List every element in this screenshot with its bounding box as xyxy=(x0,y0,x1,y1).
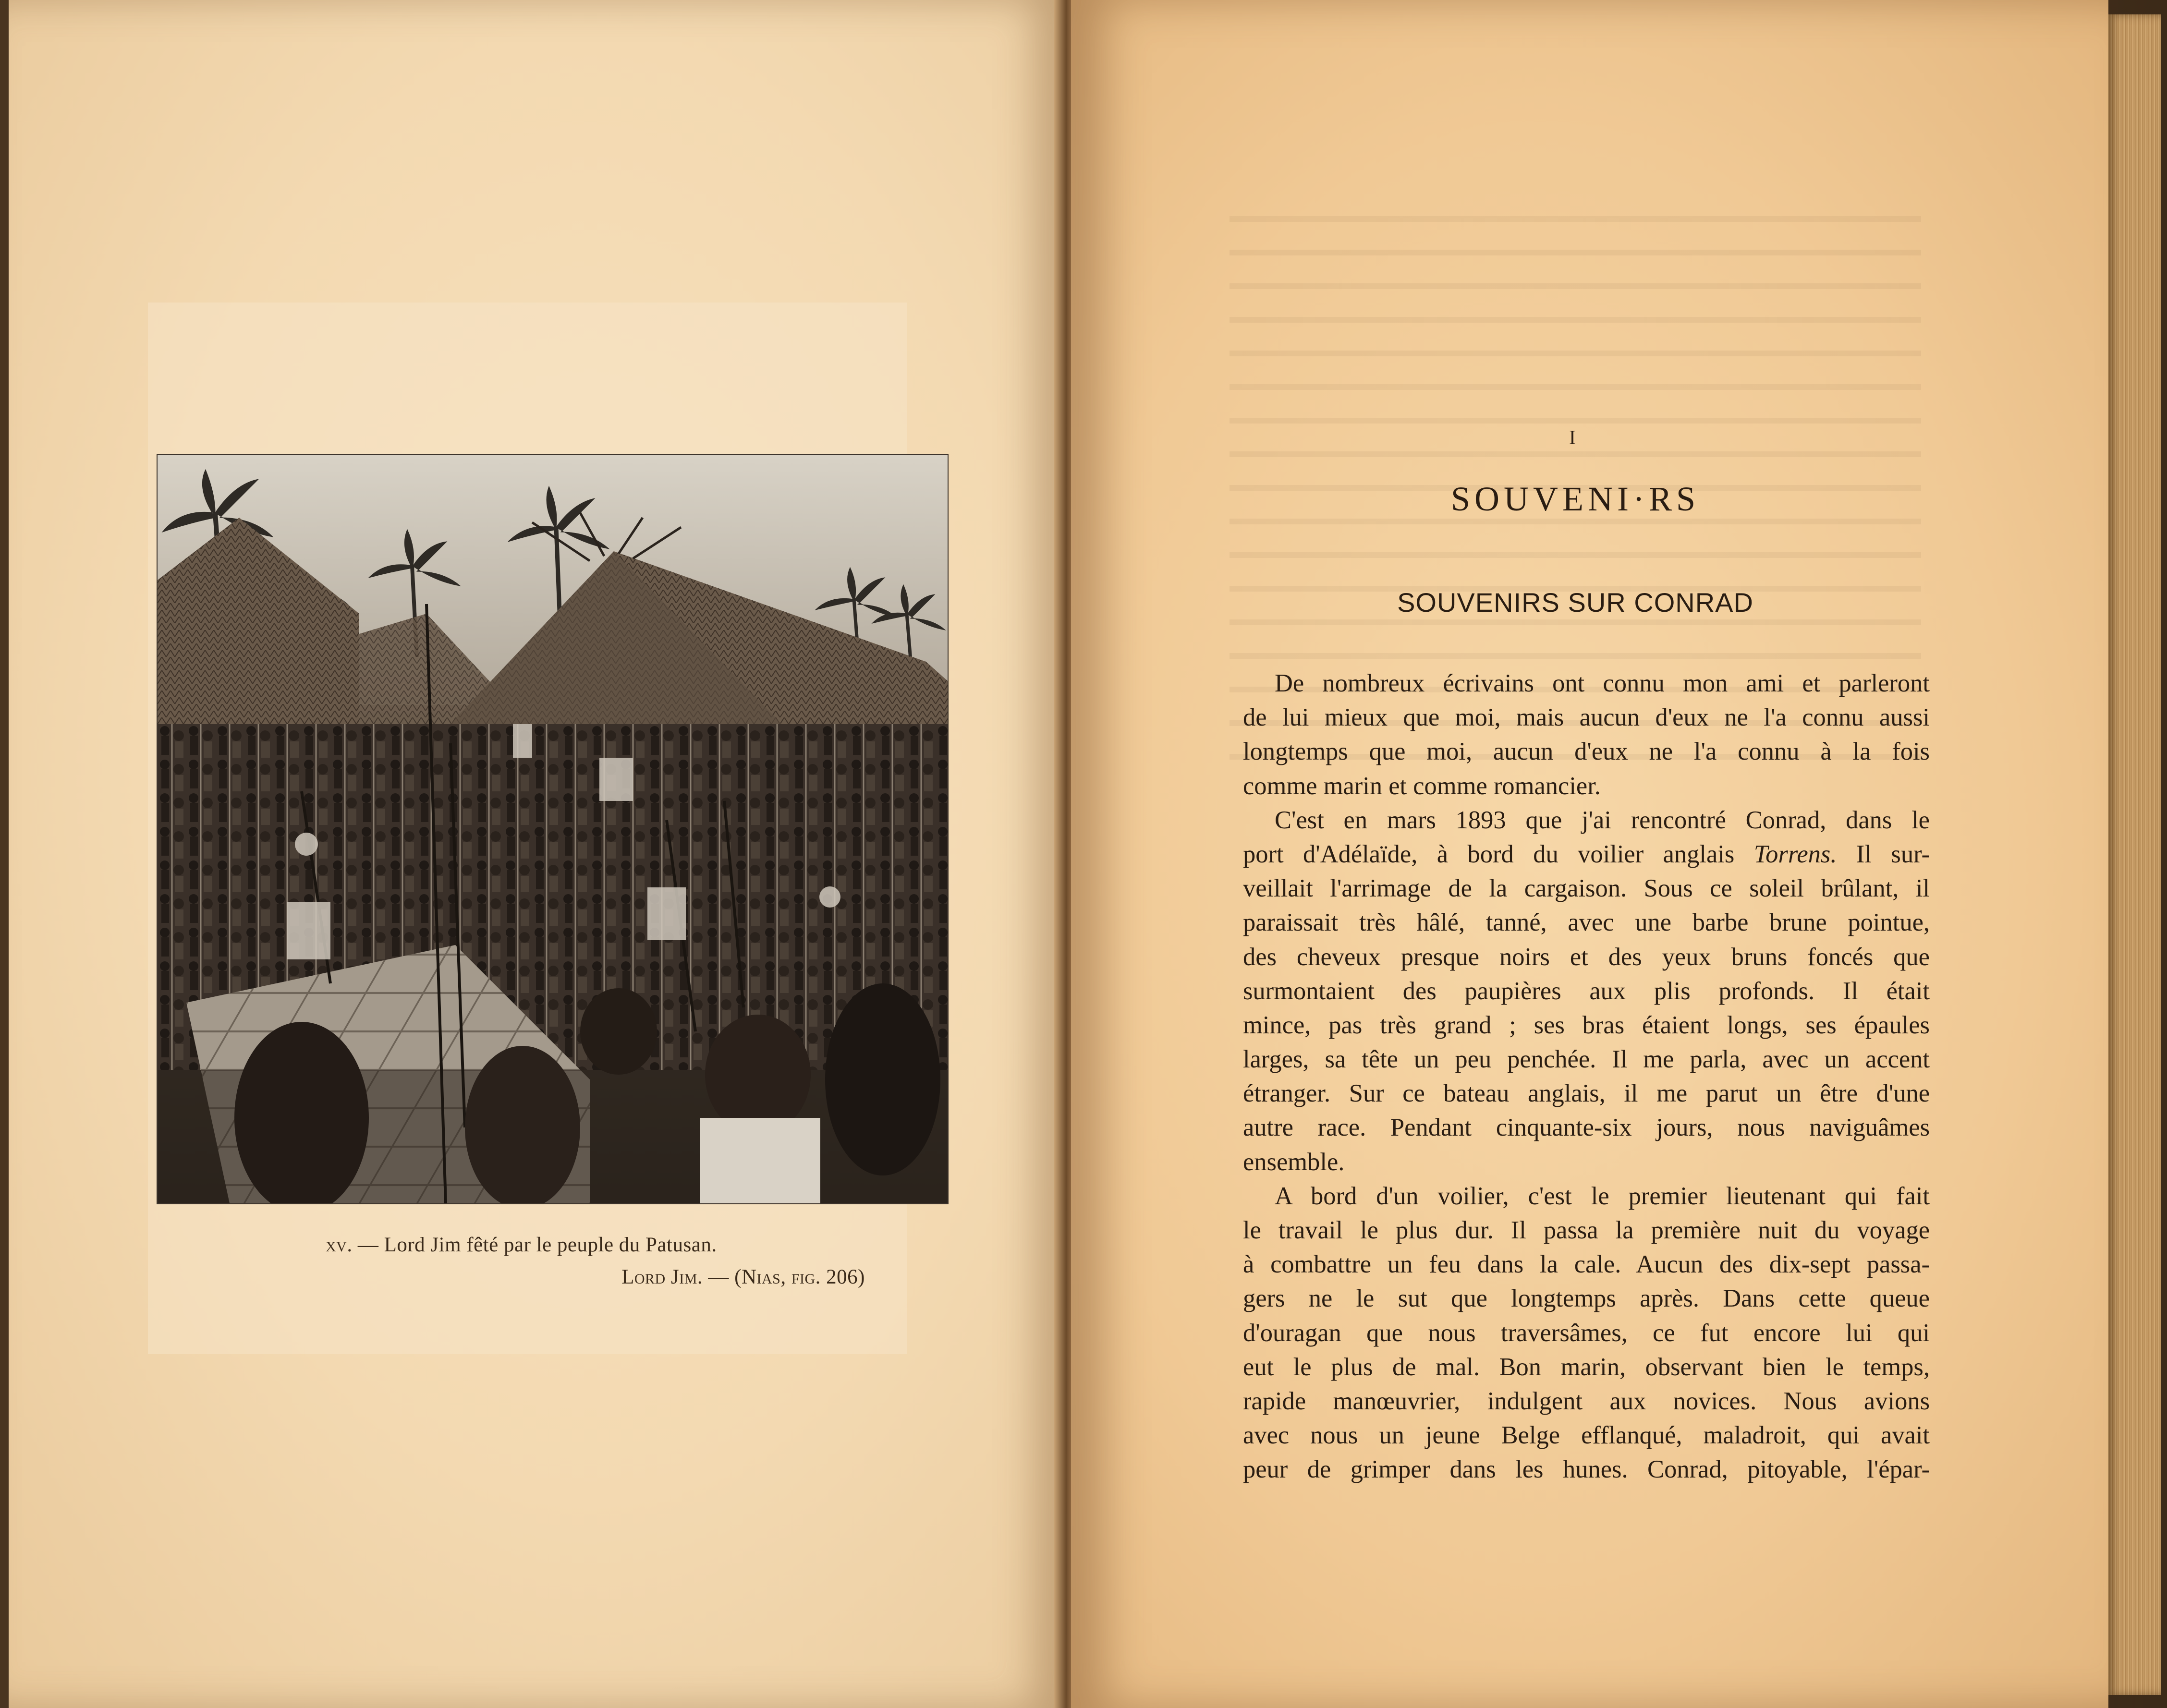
text-line-part: port d'Adélaïde, à bord du voilier anglais xyxy=(1243,840,1735,868)
text-line: des cheveux presque noirs et des yeux bruns foncés que xyxy=(1243,943,1930,971)
plate-photograph xyxy=(157,454,949,1204)
text-line: C'est en mars 1893 que j'ai rencontré Conrad, dans le xyxy=(1275,806,1930,834)
text-line: le travail le plus dur. Il passa la première nuit du voyage xyxy=(1243,1216,1930,1244)
left-page xyxy=(9,0,1063,1708)
text-line: surmontaient des paupières aux plis profonds. Il était xyxy=(1243,977,1930,1005)
text-line: ensemble. xyxy=(1243,1148,1345,1176)
text-line: autre race. Pendant cinquante-six jours, nous naviguâmes xyxy=(1243,1114,1930,1142)
text-line: avec nous un jeune Belge efflanqué, maladroit, qui avait xyxy=(1243,1421,1930,1450)
plate-caption-line-2 xyxy=(621,1265,865,1289)
text-line: de lui mieux que moi, mais aucun d'eux ne l'a connu aussi xyxy=(1243,703,1930,732)
text-line: De nombreux écrivains ont connu mon ami et parleront xyxy=(1275,669,1930,697)
text-line: d'ouragan que nous traversâmes, ce fut encore lui qui xyxy=(1243,1319,1930,1347)
text-line: gers ne le sut que longtemps après. Dans cette queue xyxy=(1243,1284,1930,1313)
caption-source-title: Lord Jim. xyxy=(621,1266,703,1288)
caption-text: Lord Jim fêté par le peuple du Patusan. xyxy=(384,1234,717,1256)
text-line: mince, pas très grand ; ses bras étaient longs, ses épaules xyxy=(1243,1011,1930,1039)
chapter-title: SOUVENIRS SUR CONRAD xyxy=(1397,587,1753,618)
chapter-number: I xyxy=(1569,427,1576,449)
text-line: eut le plus de mal. Bon marin, observant bien le temps, xyxy=(1243,1353,1930,1381)
text-line: veillait l'arrimage de la cargaison. Sous ce soleil brûlant, il xyxy=(1243,874,1930,903)
text-line: longtemps que moi, aucun d'eux ne l'a connu à la fois xyxy=(1243,738,1930,766)
text-line-with-ship-name xyxy=(1243,837,1930,872)
text-line: étranger. Sur ce bateau anglais, il me parut un être d'une xyxy=(1243,1079,1930,1108)
text-line: rapide manœuvrier, indulgent aux novices. Nous avions xyxy=(1243,1387,1930,1415)
text-line: A bord d'un voilier, c'est le premier lieutenant qui fait xyxy=(1275,1182,1930,1210)
caption-dash: — xyxy=(357,1234,379,1256)
ship-name: Torrens. xyxy=(1753,840,1837,868)
body-text xyxy=(1243,666,1930,1487)
text-line: à combattre un feu dans la cale. Aucun des dix-sept passa- xyxy=(1243,1250,1930,1279)
part-title: SOUVENI·RS xyxy=(1450,480,1700,518)
village-scene-image xyxy=(158,455,948,1203)
page-block-edge xyxy=(2108,14,2161,1695)
plate-number: xv. xyxy=(326,1234,353,1256)
text-line: comme marin et comme romancier. xyxy=(1243,772,1601,800)
text-line: paraissait très hâlé, tanné, avec une barbe brune pointue, xyxy=(1243,909,1930,937)
text-line: peur de grimper dans les hunes. Conrad, pitoyable, l'épar- xyxy=(1243,1455,1930,1484)
text-line-part: Il sur- xyxy=(1856,840,1930,868)
caption-source-ref: — (Nias, fig. 206) xyxy=(708,1266,865,1288)
text-line: larges, sa tête un peu penchée. Il me parla, avec un accent xyxy=(1243,1045,1930,1074)
plate-caption-line-1 xyxy=(326,1233,717,1257)
